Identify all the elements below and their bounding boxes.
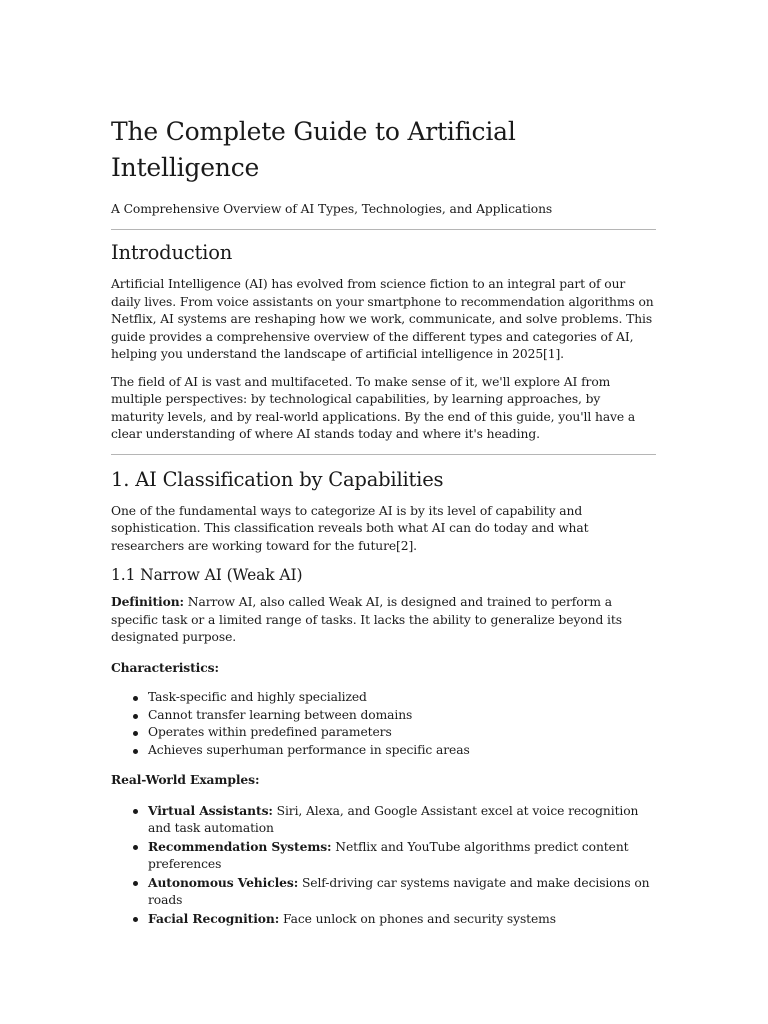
examples-list [111, 802, 656, 929]
example-text: Face unlock on phones and security systems [279, 911, 556, 926]
example-term: Facial Recognition: [148, 910, 280, 926]
list-item [148, 910, 656, 929]
subsection-1-1-heading: 1.1 Narrow AI (Weak AI) [111, 566, 303, 584]
intro-heading: Introduction [111, 241, 233, 264]
list-item [148, 838, 656, 874]
document-title: The Complete Guide to Artificial Intelligence [111, 117, 516, 182]
examples-label: Real-World Examples: [111, 772, 260, 787]
intro-paragraph-2: The field of AI is vast and multifaceted. To make sense of it, we'll explore AI from multiple perspectives: by technological capabilities, by learning approaches, by maturity levels, and by real-world applications. By the end of this guide, you'll have a clear understanding of where AI stands today and where it's heading. [111, 374, 636, 441]
definition-label: Definition: [111, 594, 184, 609]
example-term: Autonomous Vehicles: [148, 874, 299, 890]
examples-label-paragraph [111, 771, 656, 790]
example-text: Self-driving car systems navigate and make decisions on roads [148, 875, 650, 907]
characteristics-list [111, 689, 656, 759]
characteristics-label: Characteristics: [111, 659, 219, 675]
section-1-paragraph: One of the fundamental ways to categorize AI is by its level of capability and sophistication. This classification reveals both what AI can do today and what researchers are working toward for the future[2]. [111, 503, 589, 553]
characteristics-label-paragraph [111, 659, 656, 678]
list-item: Cannot transfer learning between domains [148, 707, 656, 725]
example-term: Virtual Assistants: [148, 802, 273, 818]
divider [111, 229, 656, 230]
definition-paragraph [111, 593, 656, 647]
list-item: Task-specific and highly specialized [148, 689, 656, 707]
example-text: Siri, Alexa, and Google Assistant excel at voice recognition and task automation [148, 803, 639, 835]
definition-text: Narrow AI, also called Weak AI, is designed and trained to perform a specific task or a limited range of tasks. It lacks the ability to generalize beyond its designated purpose. [111, 595, 622, 644]
list-item: Operates within predefined parameters [148, 724, 656, 742]
section-1-heading: 1. AI Classification by Capabilities [111, 467, 444, 491]
list-item [148, 874, 656, 910]
list-item [148, 802, 656, 838]
example-text: Netflix and YouTube algorithms predict content preferences [148, 839, 629, 871]
example-term: Recommendation Systems: [148, 838, 332, 854]
document-subtitle: A Comprehensive Overview of AI Types, Technologies, and Applications [111, 202, 553, 216]
divider [111, 454, 656, 455]
list-item: Achieves superhuman performance in specific areas [148, 742, 656, 760]
intro-paragraph-1: Artificial Intelligence (AI) has evolved from science fiction to an integral part of our daily lives. From voice assistants on your smartphone to recommendation algorithms on Netflix, AI systems are reshaping how we work, communicate, and solve problems. This guide provides a comprehensive overview of the different types and categories of AI, helping you understand the landscape of artificial intelligence in 2025[1]. [111, 277, 654, 361]
